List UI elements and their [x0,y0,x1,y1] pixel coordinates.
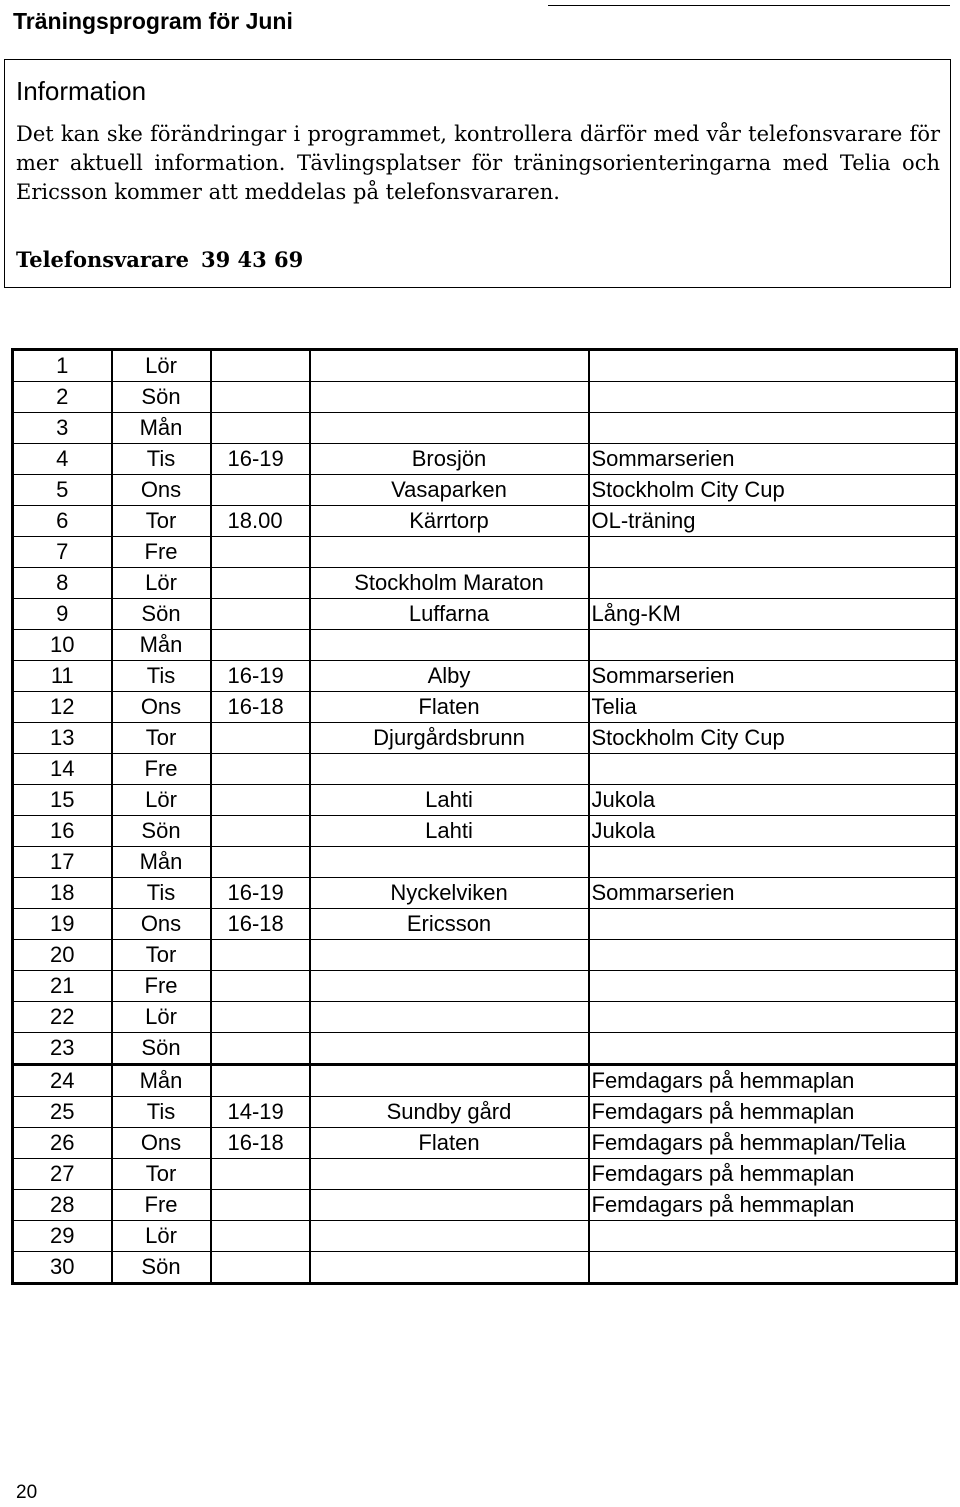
event-cell: Sommarserien [589,661,957,692]
table-row [13,413,957,444]
weekday-cell: Tor [112,940,211,971]
time-cell [211,475,310,506]
day-number-cell: 4 [13,444,112,475]
weekday-cell: Mån [112,1065,211,1097]
event-cell [589,847,957,878]
table-row [13,599,957,630]
place-cell [310,1221,589,1252]
event-cell: Jukola [589,785,957,816]
day-number-cell: 30 [13,1252,112,1284]
place-cell [310,537,589,568]
place-cell: Djurgårdsbrunn [310,723,589,754]
table-row [13,537,957,568]
event-cell: Lång-KM [589,599,957,630]
day-number-cell: 22 [13,1002,112,1033]
event-cell: OL-träning [589,506,957,537]
event-cell [589,1252,957,1284]
table-row [13,1159,957,1190]
place-cell: Lahti [310,816,589,847]
weekday-cell: Mån [112,630,211,661]
weekday-cell: Tis [112,1097,211,1128]
place-cell [310,847,589,878]
place-cell: Luffarna [310,599,589,630]
weekday-cell: Sön [112,1033,211,1065]
time-cell: 16-18 [211,1128,310,1159]
day-number-cell: 6 [13,506,112,537]
place-cell: Flaten [310,1128,589,1159]
table-row [13,1252,957,1284]
event-cell: Jukola [589,816,957,847]
table-row [13,1065,957,1097]
time-cell [211,413,310,444]
weekday-cell: Mån [112,413,211,444]
place-cell [310,1190,589,1221]
event-cell [589,413,957,444]
place-cell [310,971,589,1002]
place-cell [310,1002,589,1033]
weekday-cell: Tis [112,878,211,909]
time-cell: 16-19 [211,878,310,909]
event-cell: Femdagars på hemmaplan [589,1097,957,1128]
time-cell: 18.00 [211,506,310,537]
time-cell [211,1159,310,1190]
weekday-cell: Ons [112,692,211,723]
day-number-cell: 18 [13,878,112,909]
place-cell: Brosjön [310,444,589,475]
info-text: Det kan ske förändringar i programmet, kontrollera därför med vår telefonsvarare för mer aktuell information. Tävlingsplatser för träningsorienteringarna med Telia och Ericsson kommer att meddelas på telefonsvararen. [16,122,940,204]
time-cell [211,1252,310,1284]
weekday-cell: Lör [112,785,211,816]
place-cell: Ericsson [310,909,589,940]
event-cell [589,350,957,382]
time-cell: 14-19 [211,1097,310,1128]
event-cell [589,382,957,413]
weekday-cell: Fre [112,971,211,1002]
day-number-cell: 8 [13,568,112,599]
page-title: Träningsprogram för Juni [13,8,293,34]
table-row [13,350,957,382]
table-row [13,816,957,847]
phone-line [16,247,303,272]
time-cell [211,723,310,754]
place-cell [310,1033,589,1065]
day-number-cell: 25 [13,1097,112,1128]
time-cell [211,1033,310,1065]
weekday-cell: Tor [112,1159,211,1190]
day-number-cell: 1 [13,350,112,382]
table-row [13,878,957,909]
event-cell [589,1002,957,1033]
event-cell: Stockholm City Cup [589,723,957,754]
place-cell [310,350,589,382]
weekday-cell: Sön [112,1252,211,1284]
place-cell [310,382,589,413]
day-number-cell: 24 [13,1065,112,1097]
day-number-cell: 23 [13,1033,112,1065]
day-number-cell: 2 [13,382,112,413]
day-number-cell: 9 [13,599,112,630]
place-cell: Nyckelviken [310,878,589,909]
time-cell [211,537,310,568]
event-cell [589,971,957,1002]
day-number-cell: 27 [13,1159,112,1190]
table-row [13,692,957,723]
day-number-cell: 14 [13,754,112,785]
day-number-cell: 11 [13,661,112,692]
day-number-cell: 28 [13,1190,112,1221]
weekday-cell: Sön [112,382,211,413]
table-row [13,630,957,661]
place-cell: Stockholm Maraton [310,568,589,599]
table-row [13,1128,957,1159]
time-cell [211,630,310,661]
weekday-cell: Lör [112,1002,211,1033]
table-row [13,475,957,506]
day-number-cell: 15 [13,785,112,816]
table-row [13,1190,957,1221]
time-cell [211,568,310,599]
day-number-cell: 3 [13,413,112,444]
time-cell [211,847,310,878]
time-cell [211,971,310,1002]
event-cell: Stockholm City Cup [589,475,957,506]
info-heading: Information [16,76,147,106]
phone-label: Telefonsvarare [16,247,189,272]
day-number-cell: 17 [13,847,112,878]
table-row [13,723,957,754]
weekday-cell: Ons [112,909,211,940]
event-cell [589,630,957,661]
weekday-cell: Lör [112,1221,211,1252]
table-row [13,754,957,785]
table-row [13,1221,957,1252]
place-cell: Sundby gård [310,1097,589,1128]
event-cell [589,568,957,599]
event-cell [589,754,957,785]
event-cell: Femdagars på hemmaplan/Telia [589,1128,957,1159]
time-cell: 16-18 [211,909,310,940]
page-number: 20 [16,1482,38,1503]
weekday-cell: Fre [112,754,211,785]
event-cell: Telia [589,692,957,723]
schedule-table [11,348,958,1285]
event-cell: Femdagars på hemmaplan [589,1159,957,1190]
day-number-cell: 26 [13,1128,112,1159]
day-number-cell: 5 [13,475,112,506]
place-cell: Alby [310,661,589,692]
place-cell [310,1252,589,1284]
event-cell: Sommarserien [589,878,957,909]
weekday-cell: Ons [112,475,211,506]
time-cell: 16-19 [211,661,310,692]
time-cell [211,754,310,785]
weekday-cell: Fre [112,1190,211,1221]
weekday-cell: Tor [112,723,211,754]
day-number-cell: 12 [13,692,112,723]
table-row [13,568,957,599]
place-cell: Kärrtorp [310,506,589,537]
table-row [13,661,957,692]
day-number-cell: 21 [13,971,112,1002]
day-number-cell: 20 [13,940,112,971]
table-row [13,909,957,940]
time-cell [211,1190,310,1221]
time-cell [211,1002,310,1033]
weekday-cell: Ons [112,1128,211,1159]
weekday-cell: Tis [112,661,211,692]
place-cell [310,1065,589,1097]
weekday-cell: Fre [112,537,211,568]
time-cell [211,940,310,971]
weekday-cell: Sön [112,816,211,847]
table-row [13,971,957,1002]
time-cell [211,382,310,413]
day-number-cell: 19 [13,909,112,940]
event-cell [589,1033,957,1065]
time-cell: 16-19 [211,444,310,475]
place-cell: Lahti [310,785,589,816]
table-row [13,1002,957,1033]
weekday-cell: Lör [112,568,211,599]
weekday-cell: Mån [112,847,211,878]
event-cell [589,537,957,568]
weekday-cell: Lör [112,350,211,382]
table-row [13,940,957,971]
table-row [13,1097,957,1128]
place-cell [310,1159,589,1190]
event-cell: Femdagars på hemmaplan [589,1190,957,1221]
time-cell [211,350,310,382]
weekday-cell: Tor [112,506,211,537]
place-cell [310,630,589,661]
day-number-cell: 29 [13,1221,112,1252]
event-cell [589,909,957,940]
table-row [13,785,957,816]
time-cell [211,816,310,847]
table-row [13,382,957,413]
day-number-cell: 7 [13,537,112,568]
event-cell [589,940,957,971]
schedule-body [13,350,957,1284]
place-cell: Flaten [310,692,589,723]
event-cell [589,1221,957,1252]
time-cell [211,785,310,816]
weekday-cell: Tis [112,444,211,475]
time-cell [211,1065,310,1097]
day-number-cell: 10 [13,630,112,661]
event-cell: Sommarserien [589,444,957,475]
table-row [13,1033,957,1065]
place-cell [310,940,589,971]
header-rule [548,5,950,6]
place-cell: Vasaparken [310,475,589,506]
day-number-cell: 13 [13,723,112,754]
place-cell [310,754,589,785]
event-cell: Femdagars på hemmaplan [589,1065,957,1097]
time-cell: 16-18 [211,692,310,723]
table-row [13,444,957,475]
time-cell [211,1221,310,1252]
weekday-cell: Sön [112,599,211,630]
time-cell [211,599,310,630]
table-row [13,847,957,878]
day-number-cell: 16 [13,816,112,847]
info-box [4,59,951,288]
phone-number: 39 43 69 [200,247,304,272]
table-row [13,506,957,537]
place-cell [310,413,589,444]
